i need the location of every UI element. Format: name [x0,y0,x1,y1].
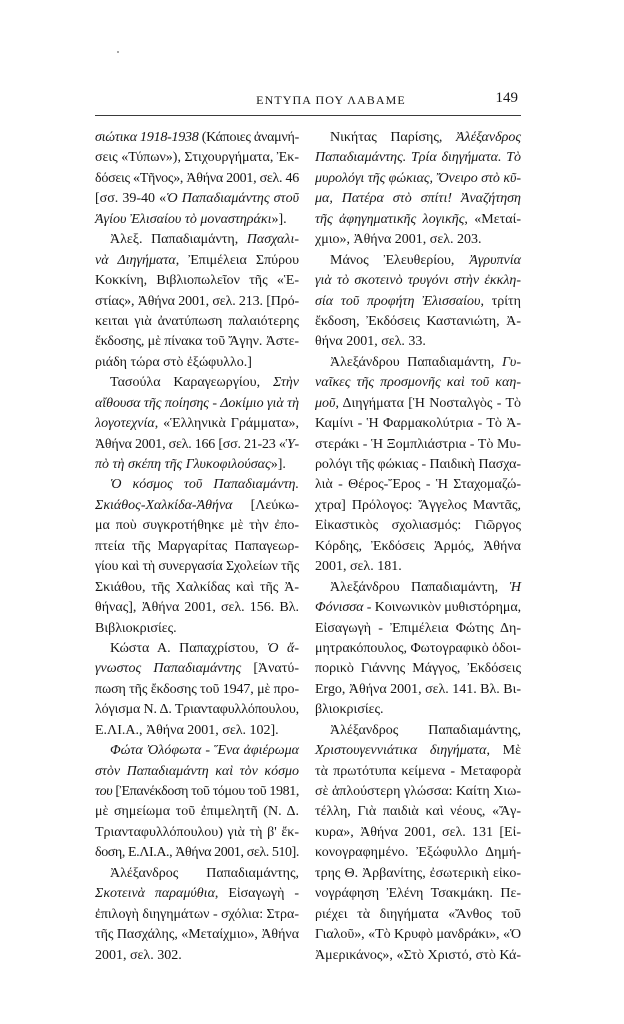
roman-text: Σκιάθου, τῆς Χαλκίδας καὶ τῆς Ἀ- [95,579,299,595]
text-line [315,659,521,679]
roman-text: θήνας], Ἀθήνα 2001, σελ. 156. Βλ. [95,600,299,616]
roman-text: Νικήτας Παρίσης, [330,130,456,145]
text-line [315,925,521,945]
text-line [95,741,299,761]
roman-text: Ergo, Ἀθήνα 2001, σελ. 141. Βλ. Βι- [315,681,521,697]
roman-text: δοση, Ε.ΛΙ.Α., Ἀθήνα 2001, σελ. 510]. [95,845,299,861]
italic-text: τῆς ἀφηγηματικῆς λογικῆς [315,211,465,227]
bibliography-entry [95,373,299,475]
italic-text: Πασχαλι- [246,232,299,248]
roman-text: βλιοκρισίες. [315,702,384,718]
italic-text: ναῖκες τῆς προσμονῆς καὶ τοῦ καη- [315,375,521,391]
text-line [315,680,521,700]
roman-text: Βιβλιοκρισίες. [95,620,177,636]
text-line [95,210,299,230]
bibliography-entry [315,721,521,966]
text-line [315,578,521,598]
text-line [95,946,299,966]
roman-text: »]. [271,211,287,227]
text-line [95,598,299,618]
italic-text: Χριστουγεννιάτικα διηγήματα [315,743,487,759]
bibliography-entry [95,475,299,639]
bibliography-entry [315,578,521,721]
text-line [95,373,299,393]
roman-text: Ἀλεξάνδρου Παπαδιαμάντη, [330,579,510,595]
italic-text: Ὑ- [285,436,299,452]
text-line [315,516,521,536]
text-line [95,700,299,720]
text-line [315,619,521,639]
text-line [315,332,521,352]
roman-text: θήνα 2001, σελ. 33. [315,334,426,350]
roman-text: λόγισμα Ν. Δ. Τριανταφυλλόπουλου, [95,702,299,718]
roman-text: (Κάποιες ἀναμνή- [198,130,299,145]
text-line [315,700,521,720]
roman-text: γίου καὶ τὴ συνεργασία Σχολείων τῆς [95,559,299,575]
text-line [95,864,299,884]
text-line [315,721,521,741]
italic-text: Ἀλέξανδρος [455,130,521,145]
text-line [95,884,299,904]
page-number: 149 [495,90,518,106]
text-line [95,578,299,598]
scan-speck [117,51,119,53]
bibliography-entry [315,251,521,353]
text-line [315,557,521,577]
text-line [95,782,299,802]
roman-text: , τρίτη [480,293,521,309]
italic-text: λογοτεχνία [95,416,155,432]
text-line [95,659,299,679]
text-line [95,721,299,741]
roman-text: [Λεύκω- [232,497,299,513]
italic-text: Ἡ [509,579,521,595]
roman-text: χμιο», Ἀθήνα 2001, σελ. 203. [315,232,482,248]
text-line [315,230,521,250]
italic-text: νὰ Διηγήματα [95,252,176,268]
italic-text: μα, Πατέρα στὸ σπίτι! Ἀναζήτηση [315,191,521,207]
text-line [95,148,299,168]
roman-text: πωση τῆς ἔκδοσης τοῦ 1947, μὲ προ- [95,681,299,697]
roman-text: κυρα», Ἀθήνα 2001, σελ. 131 [Εἰ- [315,824,521,840]
roman-text: δόσεις «Τῆνος», Ἀθήνα 2001, σελ. 46 [95,170,299,186]
text-line [315,373,521,393]
text-line [315,598,521,618]
italic-text: Ἁγίου Ἐλισαίου τὸ μοναστηράκι [95,211,272,227]
text-line [95,496,299,516]
roman-text: Τασούλα Καραγεωργίου, [110,375,273,391]
text-line [95,925,299,945]
roman-text: στεράκι - Ἡ Ξομπλιάστρια - Τὸ Μυ- [315,436,521,452]
text-line [95,394,299,414]
bibliography-entry [95,128,299,230]
text-line [315,455,521,475]
text-column-right [315,128,521,966]
text-line [95,537,299,557]
text-line [315,475,521,495]
roman-text: Εἰσαγωγὴ - Ἐπιμέλεια Φώτης Δη- [315,620,521,636]
roman-text: σὲ ἁπλούστερη γλώσσα: Καίτη Χιω- [315,784,521,799]
roman-text: , Μὲ [486,743,521,759]
text-line [315,292,521,312]
italic-text: πὸ τὴ σκέπη τῆς Γλυκοφιλούσας [95,457,271,472]
text-line [315,210,521,230]
running-title: ΕΝΤΥΠΑ ΠΟΥ ΛΑΒΑΜΕ [256,93,406,107]
text-line [95,516,299,536]
roman-text: ἐπιλογὴ διηγημάτων - σχόλια: Στρα- [95,906,299,922]
italic-text: Ὁ Παπαδιαμάντης στοῦ [166,191,299,207]
roman-text: μητρακόπουλος, Φωτογραφικὸ ὁδοι- [315,640,521,656]
roman-text: Ἀλεξ. Παπαδιαμάντη, [110,232,247,248]
roman-text: ἔκδοση, Ἐκδόσεις Καστανιώτη, Ἀ- [315,313,521,329]
text-line [95,292,299,312]
roman-text: , «Μεταί- [464,211,522,227]
text-line [95,619,299,639]
italic-text: Γυ- [501,354,521,370]
roman-text: Ε.ΛΙ.Α., Ἀθήνα 2001, σελ. 102]. [95,722,279,738]
roman-text: ρολόγι τῆς φώκιας - Παιδικὴ Πασχα- [315,457,521,472]
text-line [95,475,299,495]
text-line [315,148,521,168]
text-column-left [95,128,299,966]
roman-text: τῆς Πασχάλης, «Μεταίχμιο», Ἀθήνα [95,927,299,943]
roman-text: 2001, σελ. 181. [315,559,402,575]
text-line [95,312,299,332]
text-line [315,843,521,863]
roman-text: μὲ σημείωμα τοῦ ἐπιμελητῆ (Ν. Δ. [95,804,299,820]
roman-text: »]. [270,457,286,472]
roman-text: στίας», Ἀθήνα 2001, σελ. 213. [Πρό- [95,293,299,309]
text-line [95,189,299,209]
text-line [95,762,299,782]
roman-text: Καμίνι - Ἡ Φαρμακολύτρια - Τὸ Ἀ- [315,416,521,432]
text-line [95,455,299,475]
text-line [315,884,521,904]
bibliography-entry [95,864,299,966]
roman-text: [Ἀνατύ- [241,661,299,677]
italic-text: Στὴν [272,375,299,391]
italic-text: στὸν Παπαδιαμάντη καὶ τὸν κόσμο [95,763,299,779]
text-line [315,251,521,271]
roman-text: Κόρδης, Ἐκδόσεις Ἁρμός, Ἀθήνα [315,538,521,554]
roman-text: τὰ πρωτότυπα κείμενα - Μεταφορὰ [315,763,521,779]
italic-text: σιώτικα 1918-1938 [95,130,199,145]
text-line [315,905,521,925]
bibliography-entry [315,353,521,578]
roman-text: Ἀλέξανδρος Παπαδιαμάντης, [110,865,299,881]
italic-text: γιὰ τὸ σκοτεινὸ τρυγόνι στὴν ἐκκλη- [315,273,521,289]
text-line [95,353,299,373]
italic-text: Ὁ ἄ- [267,640,299,656]
italic-text: Σκιάθος-Χαλκίδα-Ἀθήνα [95,497,233,513]
roman-text: μα ποὺ συγκροτήθηκε μὲ τὴν ἐπο- [95,518,299,534]
roman-text: , «Ἑλληνικὰ Γράμματα», [154,416,299,432]
roman-text: Μάνος Ἐλευθερίου, [330,252,470,268]
text-line [95,332,299,352]
text-line [315,802,521,822]
italic-text: Παπαδιαμάντης. Τρία διηγήματα. Τὸ [315,150,521,166]
roman-text: , Ἐπιμέλεια Σπύρου [175,252,300,268]
text-line [315,189,521,209]
bibliography-entry [95,639,299,741]
roman-text: - Κοινωνικὸν μυθιστόρημα, [363,600,521,616]
bibliography-entry [95,741,299,864]
text-line [95,169,299,189]
text-line [315,496,521,516]
italic-text: Ἀγρυπνία [469,252,521,268]
text-line [95,230,299,250]
text-line [315,169,521,189]
text-line [315,762,521,782]
text-line [315,353,521,373]
text-line [315,394,521,414]
roman-text: κονογραφημένο. Ἐξώφυλλο Δημή- [315,845,521,861]
text-line [95,680,299,700]
roman-text: λιὰ - Θέρος-Ἔρος - Ἡ Σταχομαζώ- [315,477,521,493]
text-line [95,905,299,925]
text-line [315,537,521,557]
italic-text: Ὁ κόσμος τοῦ Παπαδιαμάντη. [110,477,299,493]
italic-text: σία τοῦ προφήτη Ἐλισσαίου [315,293,481,309]
text-line [95,435,299,455]
roman-text: , Διηγήματα [Ἡ Νοσταλγὸς - Τὸ [335,395,521,411]
text-line [95,823,299,843]
italic-text: του [95,784,113,799]
roman-text: τέλλη, Γιὰ παιδιὰ καὶ νέους, «Ἄγ- [315,804,521,820]
text-line [95,271,299,291]
italic-text: Σκοτεινὰ παραμύθια [95,886,215,902]
italic-text: μοῦ [315,395,336,411]
text-line [315,741,521,761]
text-line [95,251,299,271]
roman-text: χτρα] Πρόλογος: Ἄγγελος Μαντᾶς, [315,497,521,513]
roman-text: Εἰκαστικὸς σχολιασμός: Γιῶργος [315,518,521,534]
text-line [315,782,521,802]
roman-text: πτεία τῆς Μαργαρίτας Παπαγεωρ- [95,538,299,554]
text-line [95,414,299,434]
text-line [95,802,299,822]
roman-text: σεις «Τύπων»), Στιχουργήματα, Ἐκ- [95,150,299,166]
roman-text: Ἀλεξάνδρου Παπαδιαμάντη, [330,354,502,370]
roman-text: ριέχει τὰ διηγήματα «Ἄνθος τοῦ [315,906,521,922]
roman-text: Κοκκίνη, Βιβλιοπωλεῖον τῆς «Ἑ- [95,273,299,289]
text-line [315,312,521,332]
italic-text: γνωστος Παπαδιαμάντης [95,661,242,677]
roman-text: [Ἐπανέκδοση τοῦ τόμου τοῦ 1981, [112,784,299,799]
roman-text: Γιαλοῦ», «Τὸ Κρυφὸ μανδράκι», «Ὁ [315,927,521,943]
text-line [315,946,521,966]
roman-text: Κώστα Α. Παπαχρίστου, [110,640,268,656]
text-line [95,639,299,659]
text-line [315,128,521,148]
text-line [315,823,521,843]
bibliography-entry [315,128,521,251]
roman-text: Τριανταφυλλόπουλου) γιὰ τὴ β' ἔκ- [95,824,299,840]
italic-text: αἴθουσα τῆς ποίησης - Δοκίμιο γιὰ τὴ [95,395,299,411]
text-line [95,128,299,148]
roman-text: , Εἰσαγωγὴ - [214,886,299,902]
roman-text: ἔκδοσης, μὲ πίνακα τοῦ Ἄγην. Ἀστε- [95,334,299,350]
roman-text: Ἀμερικάνος», «Στὸ Χριστό, στὸ Κά- [315,947,521,963]
roman-text: πορικὸ Γιάννης Μάγγος, Ἐκδόσεις [315,661,521,677]
header-rule [95,115,521,116]
bibliography-entry [95,230,299,373]
roman-text: Ἀλέξανδρος Παπαδιαμάντης, [330,722,521,738]
roman-text: κειται γιὰ ἀνατύπωση παλαιότερης [95,313,299,329]
roman-text: νογράφηση Ἐλένη Τσακμάκη. Πε- [315,886,521,902]
text-line [315,271,521,291]
text-line [315,414,521,434]
italic-text: Φόνισσα [315,600,364,616]
text-line [95,557,299,577]
roman-text: 2001, σελ. 302. [95,947,182,963]
text-line [95,843,299,863]
roman-text: Ἀθήνα 2001, σελ. 166 [σσ. 21-23 « [95,436,286,452]
italic-text: μυρολόγι τῆς φώκιας, Ὄνειρο στὸ κῦ- [315,170,521,186]
text-line [315,435,521,455]
roman-text: ριάδη τώρα στὸ ἐξώφυλλο.] [95,354,252,370]
roman-text: τρης Θ. Ἀρβανίτης, ἐσωτερικὴ εἰκο- [315,865,521,881]
italic-text: Φώτα Ὀλόφωτα - Ἕνα ἀφιέρωμα [110,743,299,759]
text-line [315,864,521,884]
roman-text: [σσ. 39-40 « [95,191,167,207]
text-line [315,639,521,659]
